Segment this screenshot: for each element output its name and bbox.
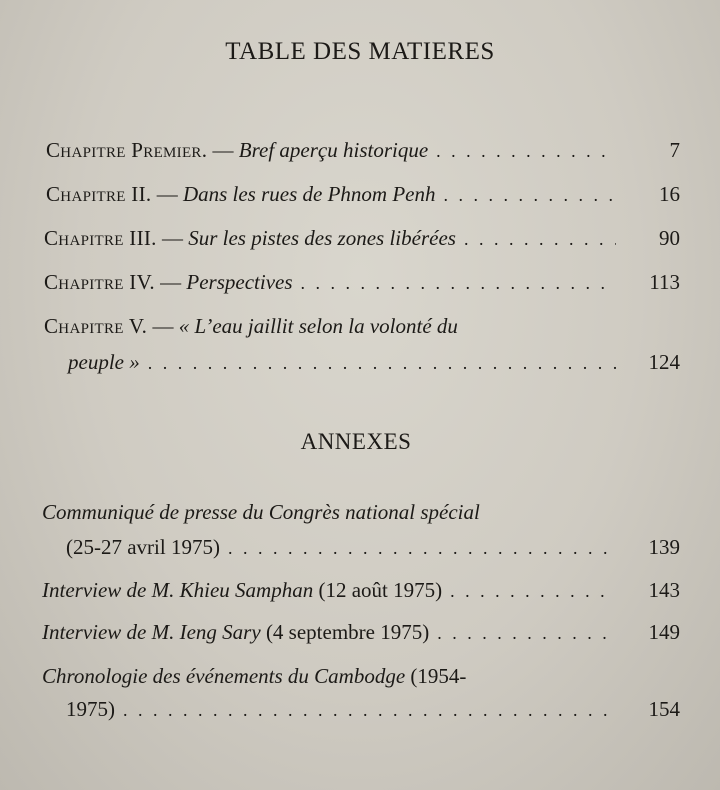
toc-entry-chapter-1 (46, 138, 680, 163)
annex-entry-1-line-2 (66, 535, 680, 560)
toc-entry-chapter-2 (46, 182, 680, 207)
annex-entry-2 (42, 578, 680, 603)
toc-entry-chapter-5-line-1 (44, 314, 458, 339)
chapter-separator: — (160, 270, 182, 294)
annex-date: (1954- (410, 664, 467, 688)
leader-dots (436, 141, 616, 162)
chapter-title: Perspectives (186, 270, 293, 294)
leader-dots (464, 229, 616, 250)
leader-dots (443, 185, 616, 206)
annex-entry-3 (42, 620, 680, 645)
page-number: 90 (659, 226, 680, 250)
chapter-separator: — (161, 226, 183, 250)
page-number: 7 (669, 138, 680, 162)
chapter-title: Dans les rues de Phnom Penh (182, 182, 436, 206)
annex-entry-4-line-1 (42, 664, 466, 689)
annex-entry-4-line-2 (66, 697, 680, 722)
page-number: 143 (648, 578, 680, 602)
annex-title: Chronologie des événements du Cambodge (42, 664, 406, 688)
chapter-separator: — (152, 314, 174, 338)
page-number: 16 (659, 182, 680, 206)
leader-dots (301, 273, 616, 294)
chapter-label: Chapitre IV. (44, 270, 155, 294)
page-number: 149 (648, 620, 680, 644)
toc-entry-chapter-4 (44, 270, 680, 295)
toc-entry-chapter-3 (44, 226, 680, 251)
chapter-separator: — (212, 138, 234, 162)
leader-dots (148, 353, 616, 374)
leader-dots (437, 623, 616, 644)
chapter-label: Chapitre III. (44, 226, 157, 250)
annex-date: (12 août 1975) (318, 578, 443, 602)
page-title: TABLE DES MATIERES (225, 38, 495, 65)
annex-entry-1-line-1: Communiqué de presse du Congrès national spécial (42, 500, 480, 524)
chapter-title: Sur les pistes des zones libérées (188, 226, 456, 250)
chapter-label: Chapitre V. (44, 314, 148, 338)
chapter-separator: — (156, 182, 178, 206)
annex-date: (4 septembre 1975) (265, 620, 430, 644)
chapter-label: Chapitre II. (46, 182, 152, 206)
leader-dots (123, 700, 616, 721)
annex-date-continued: 1975) (66, 697, 115, 721)
annexes-heading: ANNEXES (300, 429, 412, 454)
leader-dots (450, 581, 616, 602)
chapter-title: « L’eau jaillit selon la volonté du (178, 314, 458, 338)
annex-date: (25-27 avril 1975) (66, 535, 220, 559)
page-number: 124 (648, 350, 680, 374)
annex-title: Interview de M. Ieng Sary (42, 620, 261, 644)
leader-dots (228, 538, 616, 559)
chapter-title-continued: peuple » (68, 350, 140, 374)
toc-entry-chapter-5-line-2 (68, 350, 680, 375)
chapter-title: Bref aperçu historique (238, 138, 429, 162)
page-number: 154 (648, 697, 680, 721)
annex-title: Interview de M. Khieu Samphan (42, 578, 314, 602)
chapter-label: Chapitre Premier. (46, 138, 208, 162)
page-number: 139 (648, 535, 680, 559)
page-number: 113 (649, 270, 680, 294)
